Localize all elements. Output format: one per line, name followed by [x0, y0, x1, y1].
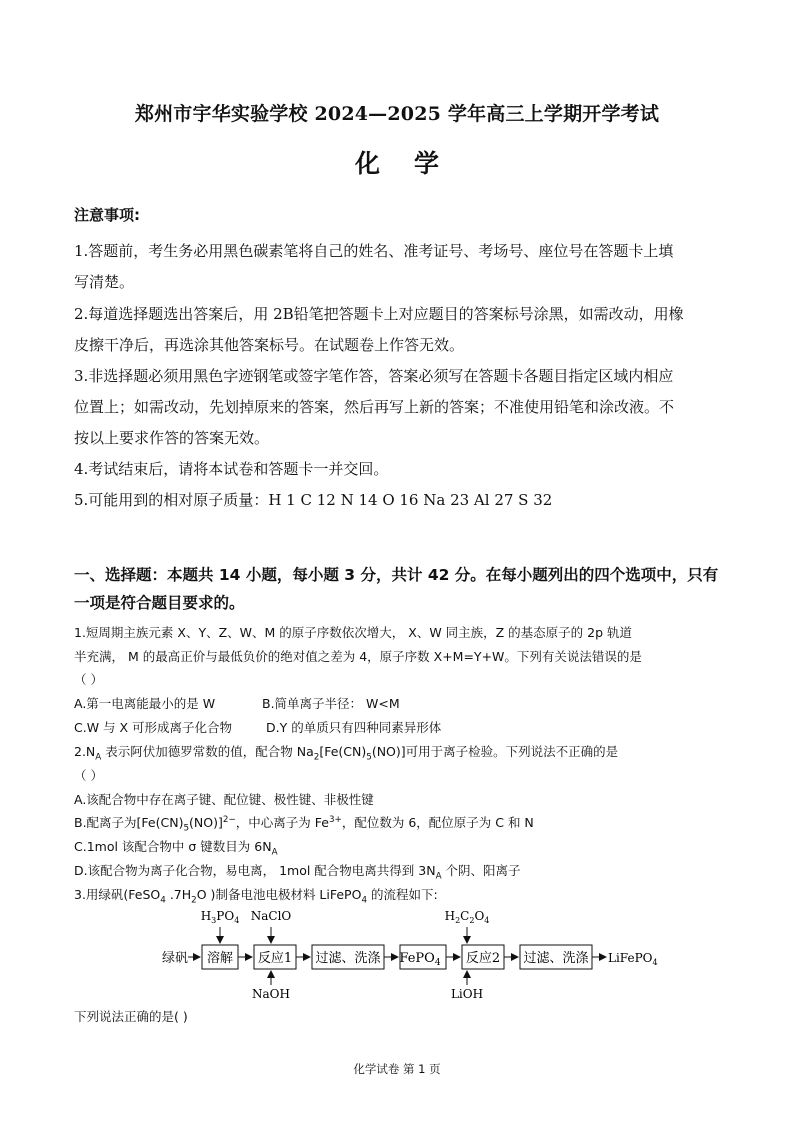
flow-box-dissolve-label: 溶解 [206, 951, 234, 966]
flow-box-reaction1-label: 反应1 [257, 951, 293, 966]
reagent-h3po4: $H_3PO_4$ [200, 909, 240, 925]
flow-box-reaction2-label: 反应2 [465, 951, 501, 966]
q1-answer-blank: （ ） [74, 672, 103, 687]
reagent-naoh: NaOH [252, 987, 290, 1001]
q2-answer-blank: （ ） [74, 768, 103, 783]
notice-line: 4.考试结束后，请将本试卷和答题卡一并交回。 [74, 460, 389, 478]
atomic-mass-line: 5.可能用到的相对原子质量：H 1 C 12 N 14 O 16 Na 23 Al 27 S 32 [74, 491, 553, 509]
q1-option-a: A.第一电离能最小的是 W [74, 696, 216, 711]
q3-stem: 3.用绿矾(FeSO$_4$ $.7H_2O$ )制备电池电极材料 LiFePO$_4$ 的流程如下: [74, 887, 438, 906]
page-footer: 化学试卷 第 1 页 [353, 1062, 441, 1076]
subject-heading: 化学 [354, 149, 473, 178]
q1-stem: 1.短周期主族元素 X、Y、Z、W、M 的原子序数依次增大， X、W 同主族，Z 的基态原子的 2p 轨道 [74, 625, 633, 640]
q3-question: 下列说法正确的是( ) [74, 1009, 188, 1024]
notice-line: 位置上；如需改动，先划掉原来的答案，然后再写上新的答案；不准使用铅笔和涂改液。不 [74, 398, 675, 416]
section-heading-cont: 一项是符合题目要求的。 [74, 594, 245, 612]
q1-option-d: D.Y 的单质只有四种同素异形体 [266, 720, 442, 735]
reagent-lioh: LiOH [450, 987, 484, 1001]
exam-title: 郑州市宇华实验学校 2024—2025 学年高三上学期开学考试 [134, 103, 660, 125]
q2-option-c: C.1mol 该配合物中 σ 键数目为 $6N_A$ [74, 839, 278, 858]
q1-option-b: B.简单离子半径： W<M [262, 696, 400, 711]
flow-box-fepo4-label: FePO$_4$ [399, 951, 441, 968]
notice-line: 1.答题前，考生务必用黑色碳素笔将自己的姓名、准考证号、考场号、座位号在答题卡上填 [74, 242, 674, 260]
flow-box-filter1-label: 过滤、洗涤 [315, 951, 381, 966]
flow-start-label: 绿矾 [162, 951, 189, 966]
notice-line: 按以上要求作答的答案无效。 [74, 429, 270, 447]
notice-line: 2.每道选择题选出答案后，用 2B铅笔把答题卡上对应题目的答案标号涂黑，如需改动，用橡 [74, 305, 684, 323]
notice-line: 写清楚。 [74, 273, 135, 291]
q2-option-b: B.配离子为$[Fe(CN)_5(NO)]^{2-}$，中心离子为 $Fe^{3+}$，配位数为 6，配位原子为 C 和 N [74, 814, 534, 834]
notice-line: 3.非选择题必须用黑色字迹钢笔或签字笔作答，答案必须写在答题卡各题目指定区域内相应 [74, 367, 674, 385]
process-flow-diagram [150, 905, 658, 1005]
q1-option-c: C.W 与 X 可形成离子化合物 [74, 720, 233, 735]
notice-heading: 注意事项: [74, 206, 140, 224]
reagent-h2c2o4: $H_2C_2O_4$ [444, 909, 490, 925]
section-heading: 一、选择题：本题共 14 小题，每小题 3 分，共计 42 分。在每小题列出的四个选项中，只有 [74, 566, 719, 584]
notice-line: 皮擦干净后，再选涂其他答案标号。在试题卷上作答无效。 [74, 336, 465, 354]
q2-option-d: D.该配合物为离子化合物，易电离， 1mol 配合物电离共得到 $3N_A$ 个阴、阳离子 [74, 863, 521, 882]
flow-box-filter2-label: 过滤、洗涤 [523, 951, 589, 966]
reagent-naclo: NaClO [250, 909, 292, 923]
q1-stem-cont: 半充满， M 的最高正价与最低负价的绝对值之差为 4，原子序数 X+M=Y+W。下列有关说法错误的是 [74, 649, 642, 664]
q2-option-a: A.该配合物中存在离子键、配位键、极性键、非极性键 [74, 792, 374, 807]
flow-end-label: LiFePO$_4$ [608, 951, 658, 967]
q2-stem: $2.N_A$ 表示阿伏加德罗常数的值，配合物 $Na_2[Fe(CN)_5(NO)]$可用于离子检验。下列说法不正确的是 [74, 744, 619, 763]
